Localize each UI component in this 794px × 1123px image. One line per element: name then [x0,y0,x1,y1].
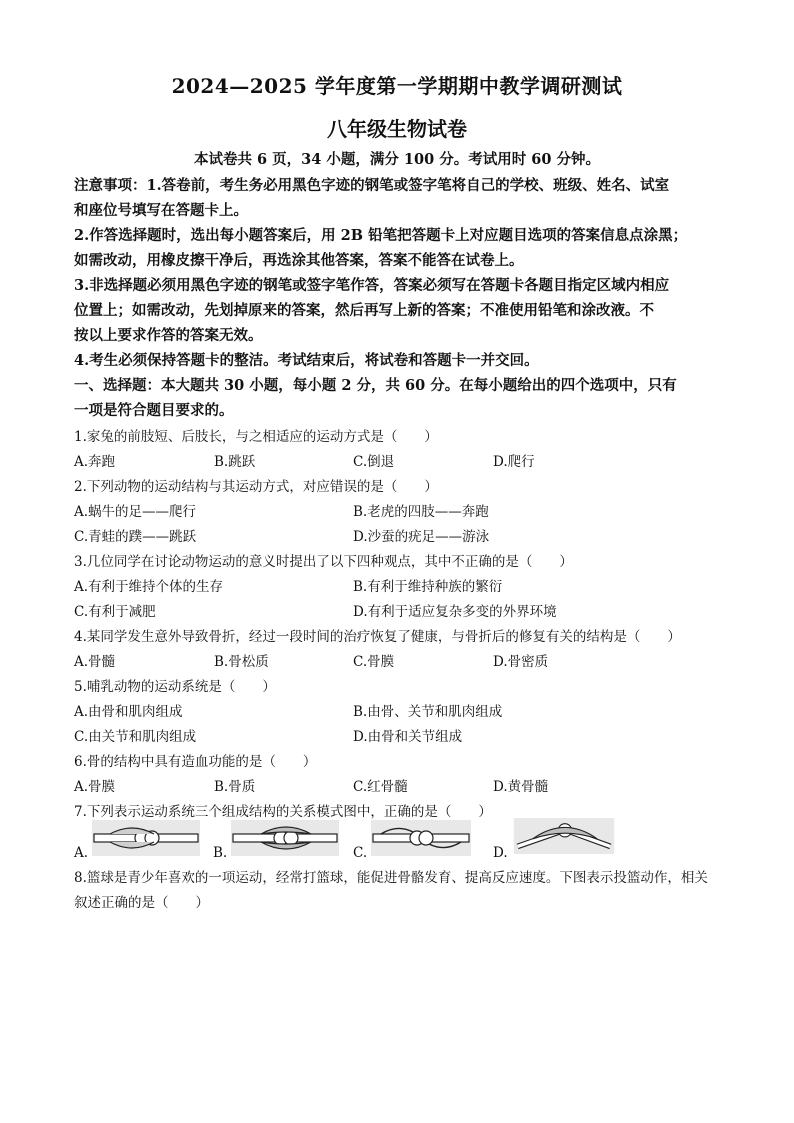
question-6-stem: 6.骨的结构中具有造血功能的是（ ） [74,754,317,770]
q3-option-a: A.有利于维持个体的生存 [74,579,224,595]
joint-diagram-c-icon [371,820,471,856]
section-heading: 一、选择题：本大题共 30 小题，每小题 2 分，共 60 分。在每小题给出的四个选项中，只有 [74,377,677,394]
note-2a: 2.作答选择题时，选出每小题答案后，用 2B 铅笔把答题卡上对应题目选项的答案信息点涂黑； [74,227,688,244]
question-3-stem: 3.几位同学在讨论动物运动的意义时提出了以下四种观点，其中不正确的是（ ） [74,554,573,570]
question-8-stem: 8.篮球是青少年喜欢的一项运动，经常打篮球，能促进骨骼发育、提高反应速度。下图表示投篮动作，相关 [74,870,708,886]
q4-option-a: A.骨髓 [74,654,116,670]
q6-option-b: B.骨质 [214,779,256,795]
q7-option-d: D. [493,845,508,861]
note-3b: 位置上；如需改动，先划掉原来的答案，然后再写上新的答案；不准使用铅笔和涂改液。不 [74,302,654,319]
joint-diagram-d-icon [511,818,617,854]
question-4-stem: 4.某同学发生意外导致骨折，经过一段时间的治疗恢复了健康，与骨折后的修复有关的结构是（ ） [74,629,681,645]
q2-option-b: B.老虎的四肢——奔跑 [353,504,489,520]
question-7-stem: 7.下列表示运动系统三个组成结构的关系模式图中，正确的是（ ） [74,804,492,820]
q7-option-a: A. [74,845,89,861]
q1-option-b: B.跳跃 [214,454,256,470]
note-1a: 注意事项：1.答卷前，考生务必用黑色字迹的钢笔或签字笔将自己的学校、班级、姓名、试室 [74,177,670,194]
q6-option-a: A.骨膜 [74,779,116,795]
q5-option-c: C.由关节和肌肉组成 [74,729,197,745]
q4-option-c: C.骨膜 [353,654,395,670]
q2-option-c: C.青蛙的蹼——跳跃 [74,529,197,545]
q5-option-a: A.由骨和肌肉组成 [74,704,183,720]
q1-option-a: A.奔跑 [74,454,116,470]
joint-diagram-a-icon [92,820,200,856]
q2-option-a: A.蜗牛的足——爬行 [74,504,197,520]
exam-subtitle: 八年级生物试卷 [327,117,467,141]
q6-option-d: D.黄骨髓 [493,779,549,795]
note-1b: 和座位号填写在答题卡上。 [74,202,248,219]
q7-option-b: B. [213,845,228,861]
question-8-stem-cont: 叙述正确的是（ ） [74,895,209,911]
q3-option-c: C.有利于减肥 [74,604,156,620]
note-3a: 3.非选择题必须用黑色字迹的钢笔或签字笔作答，答案必须写在答题卡各题目指定区域内相应 [74,277,670,294]
q1-option-c: C.倒退 [353,454,395,470]
q6-option-c: C.红骨髓 [353,779,408,795]
note-2b: 如需改动，用橡皮擦干净后，再选涂其他答案，答案不能答在试卷上。 [74,252,524,269]
q5-option-d: D.由骨和关节组成 [353,729,463,745]
q2-option-d: D.沙蚕的疣足——游泳 [353,529,490,545]
note-3c: 按以上要求作答的答案无效。 [74,327,263,344]
section-heading-cont: 一项是符合题目要求的。 [74,402,234,419]
note-4: 4.考生必须保持答题卡的整洁。考试结束后，将试卷和答题卡一并交回。 [74,352,539,369]
q3-option-d: D.有利于适应复杂多变的外界环境 [353,604,557,620]
joint-diagram-b-icon [231,820,339,856]
q4-option-d: D.骨密质 [493,654,549,670]
q5-option-b: B.由骨、关节和肌肉组成 [353,704,503,720]
question-5-stem: 5.哺乳动物的运动系统是（ ） [74,679,276,695]
exam-title: 2024—2025 学年度第一学期期中教学调研测试 [171,74,623,98]
q1-option-d: D.爬行 [493,454,535,470]
q4-option-b: B.骨松质 [214,654,269,670]
q7-option-c: C. [353,845,368,861]
q3-option-b: B.有利于维持种族的繁衍 [353,579,503,595]
question-2-stem: 2.下列动物的运动结构与其运动方式，对应错误的是（ ） [74,479,438,495]
question-1-stem: 1.家兔的前肢短、后肢长，与之相适应的运动方式是（ ） [74,429,438,445]
exam-info: 本试卷共 6 页，34 小题，满分 100 分。考试用时 60 分钟。 [193,151,601,168]
